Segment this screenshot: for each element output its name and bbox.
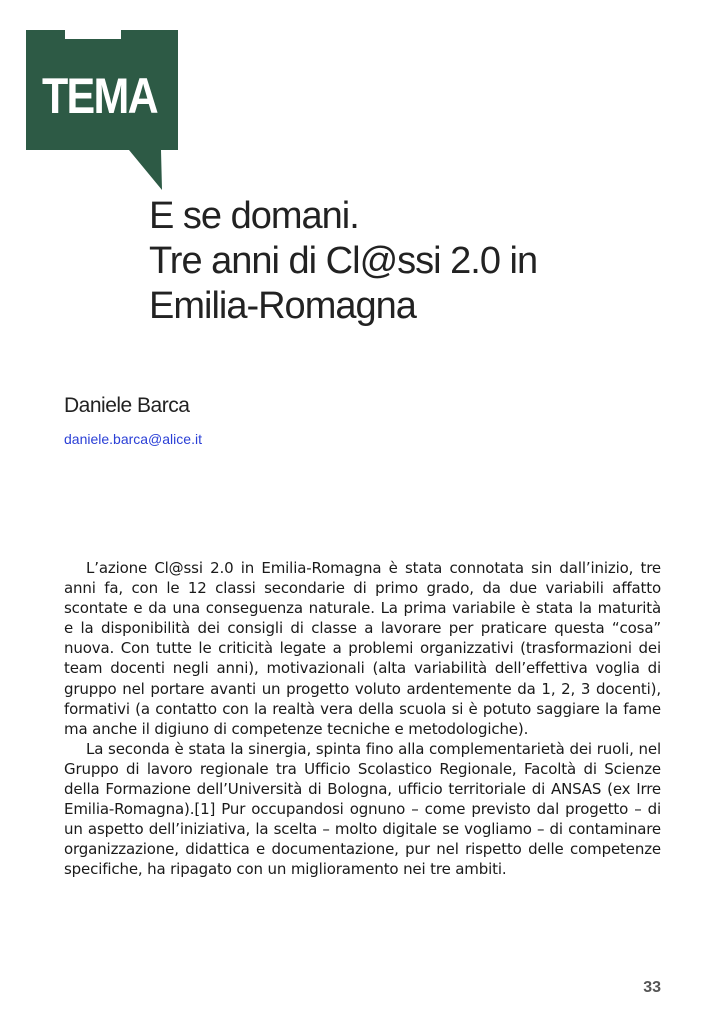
title-line: Tre anni di Cl@ssi 2.0 in	[149, 240, 538, 282]
page-number: 33	[643, 979, 661, 996]
body-paragraph: La seconda è stata la sinergia, spinta fino alla complementarietà dei ruoli, nel Gruppo di lavoro regionale tra Ufficio Scolastico Regionale, Facoltà di Scienze della Formazione dell’Università di Bologna, ufficio territoriale di ANSAS (ex Irre Emilia-Romagna).[1] Pur occupandosi ognuno – come previsto dal progetto – di un aspetto dell’iniziativa, la scelta – molto digitale se vogliamo – di contaminare organizzazione, didattica e documentazione, pur nel rispetto delle competenze specifiche, ha ripagato con un miglioramento nei tre ambiti.	[64, 739, 661, 879]
article-title	[149, 194, 689, 329]
section-badge	[26, 30, 178, 190]
title-line: Emilia-Romagna	[149, 285, 416, 327]
body-paragraph: L’azione Cl@ssi 2.0 in Emilia-Romagna è stata connotata sin dall’inizio, tre anni fa, con le 12 classi secondarie di primo grado, da due variabili affatto scontate e da una conseguenza naturale. La prima variabile è stata la maturità e la disponibilità dei consigli di classe a lavorare per praticare questa “cosa” nuova. Con tutte le criticità legate a problemi organizzativi (trasformazioni dei team docenti negli anni), motivazionali (alta variabilità dell’effettiva voglia di gruppo nel portare avanti un progetto voluto ardentemente da 1, 2, 3 docenti), formativi (a contatto con la realtà vera della scuola si è potuto saggiare la fame ma anche il digiuno di competenze tecniche e metodologiche).	[64, 559, 661, 738]
title-line: E se domani.	[149, 195, 359, 237]
section-label: TEMA	[42, 68, 157, 124]
author-email-link[interactable]: daniele.barca@alice.it	[64, 431, 202, 447]
author-name: Daniele Barca	[64, 394, 190, 417]
article-body	[64, 558, 661, 880]
